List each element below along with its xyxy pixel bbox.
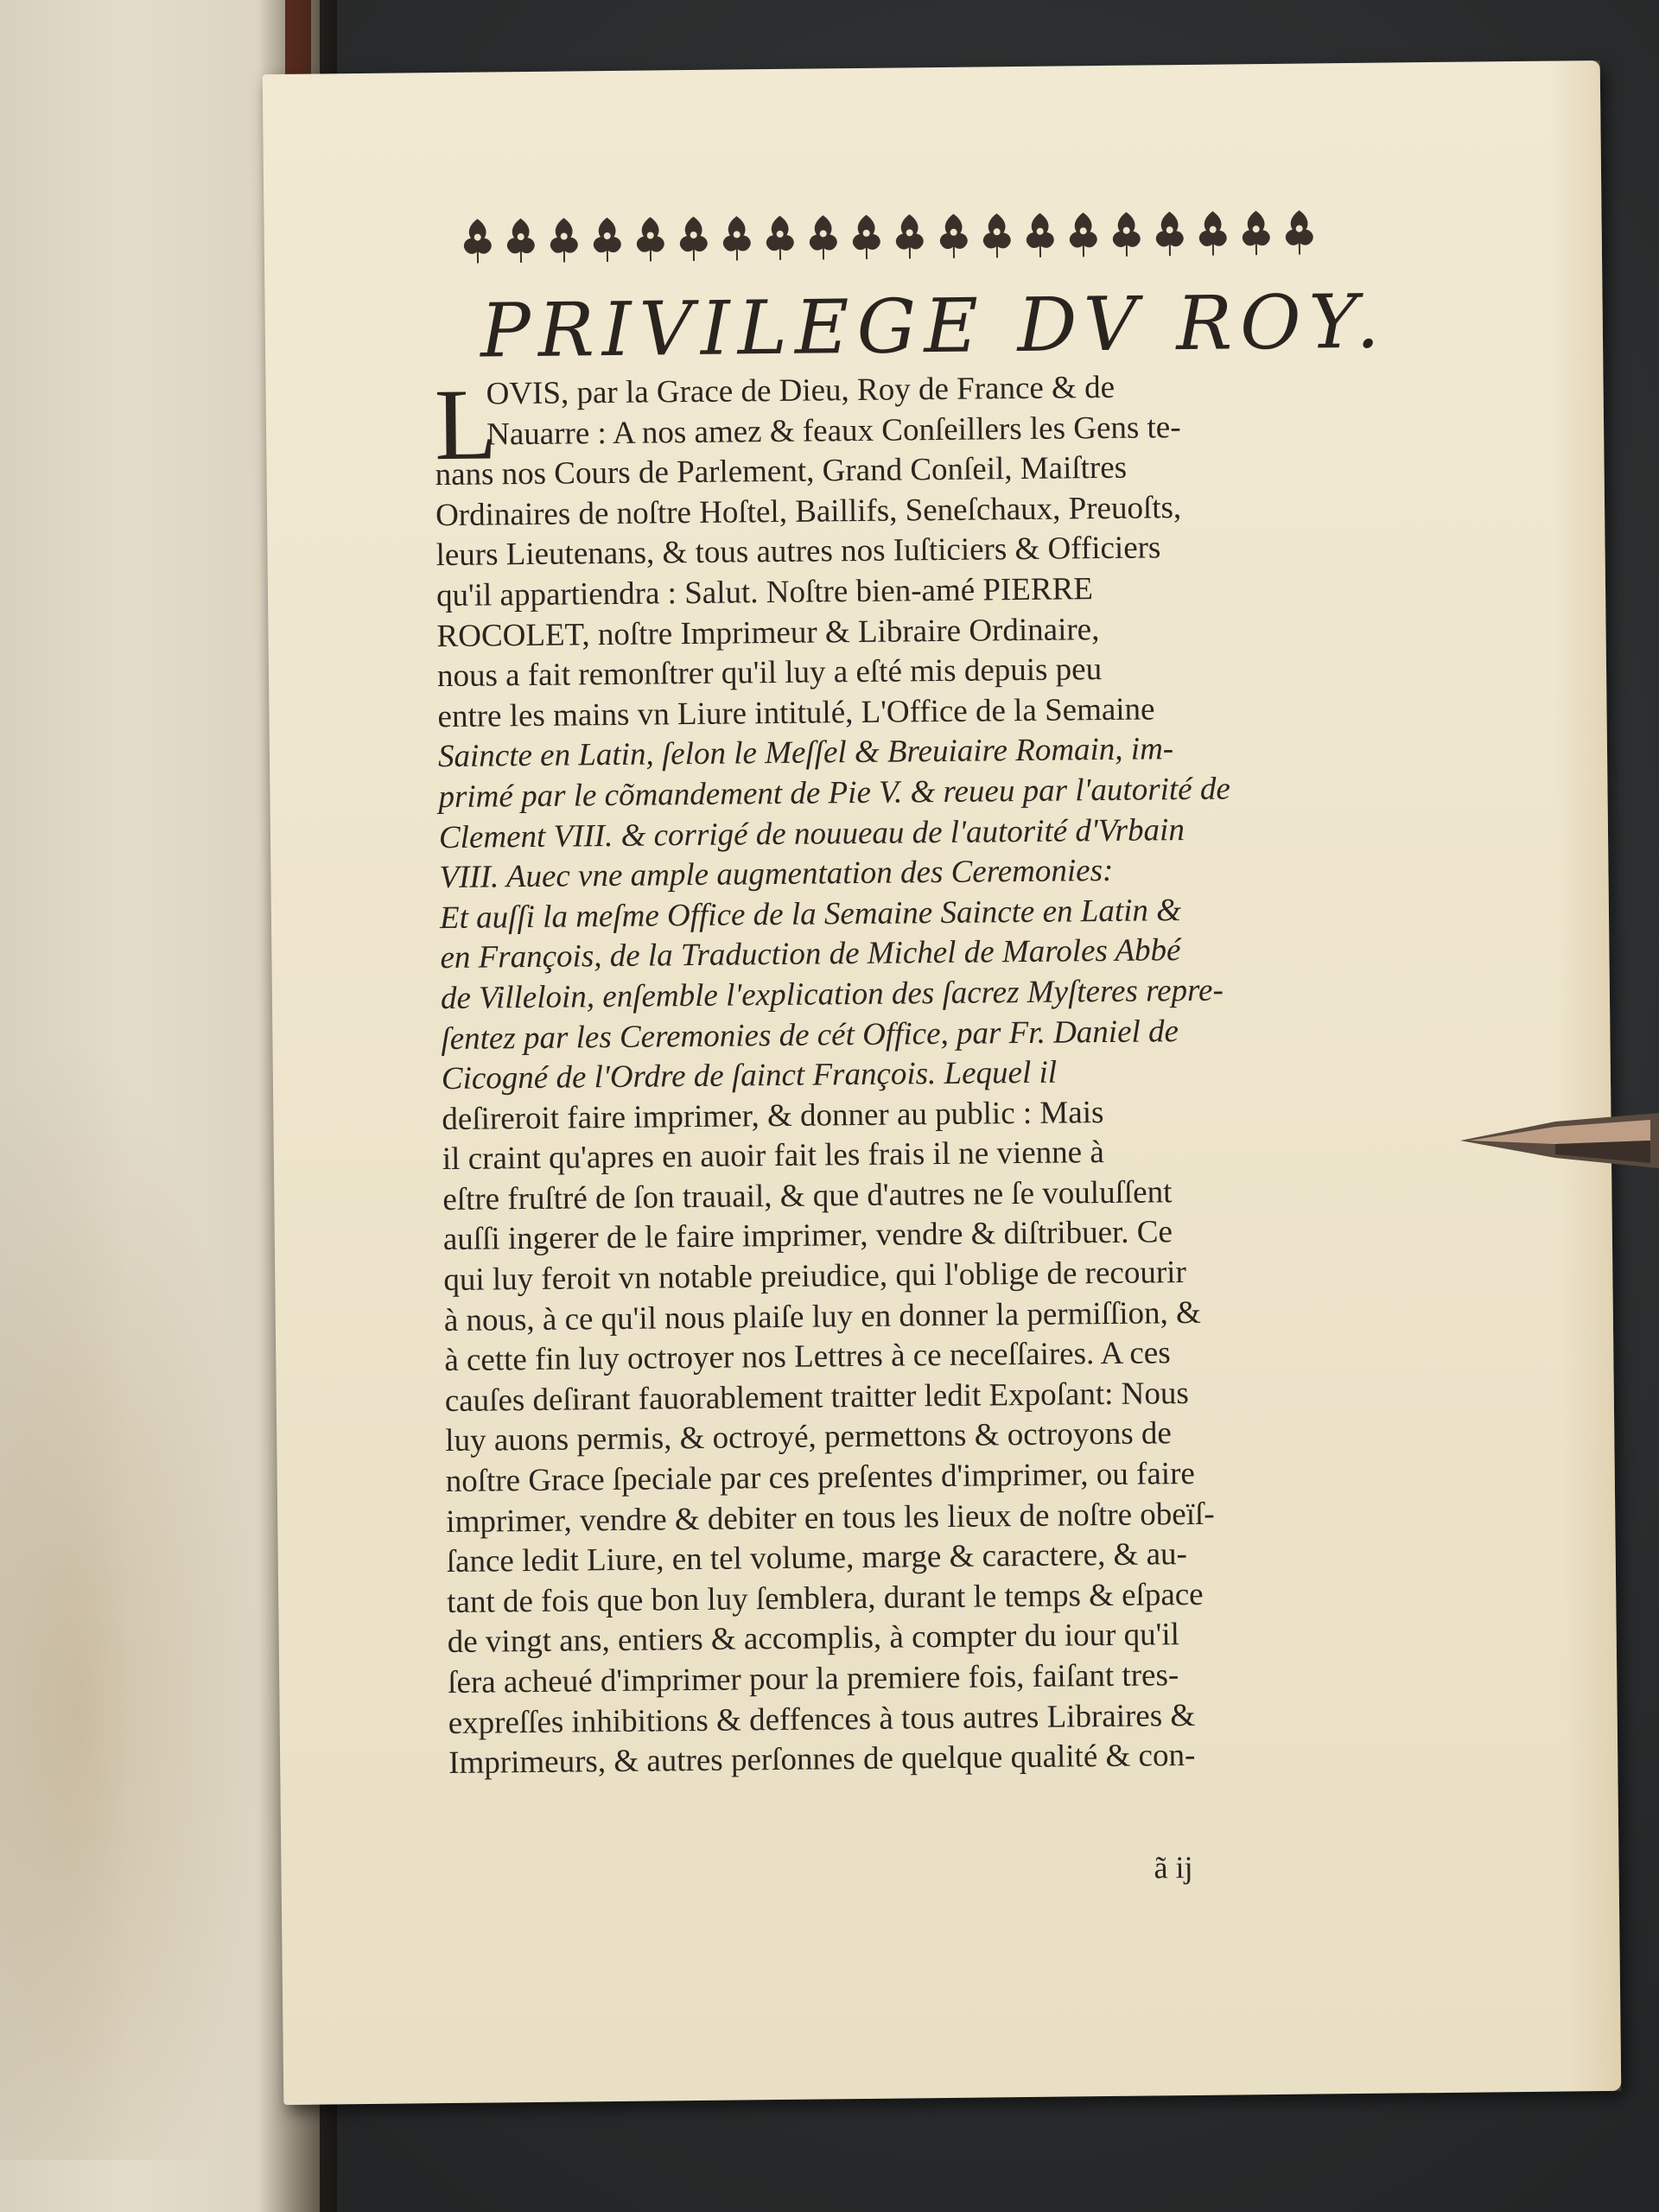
- fleuron-icon: [1236, 208, 1275, 258]
- text-line: de Villeloin, enſemble l'explication des ſacrez Myſteres repre-: [440, 972, 1224, 1016]
- drop-cap: L: [434, 367, 498, 482]
- fleuron-icon: [761, 213, 800, 264]
- text-line: tant de fois que bon luy ſemblera, durant le temps & eſpace: [447, 1576, 1204, 1620]
- text-line: nans nos Cours de Parlement, Grand Conſeil, Maiſtres: [435, 449, 1128, 493]
- fleuron-icon: [458, 216, 497, 266]
- fleuron-icon: [1020, 211, 1059, 261]
- fleuron-icon: [848, 213, 887, 263]
- privilege-text: [434, 365, 1382, 1784]
- text-line: qui luy feroit vn notable preiudice, qui l'oblige de recourir: [443, 1255, 1186, 1299]
- fleuron-icon: [934, 212, 973, 262]
- text-line: Clement VIII. & corrigé de nouueau de l'autorité d'Vrbain: [438, 811, 1185, 855]
- text-line: expreſſes inhibitions & deffences à tous autres Libraires &: [448, 1697, 1196, 1741]
- text-line: Imprimeurs, & autres perſonnes de quelque qualité & con-: [448, 1738, 1196, 1782]
- fleuron-icon: [1193, 208, 1232, 258]
- text-line: VIII. Auec vne ample augmentation des Ceremonies:: [439, 853, 1114, 896]
- text-line: ROCOLET, noſtre Imprimeur & Libraire Ordinaire,: [436, 611, 1100, 654]
- text-line: nous a fait remonſtrer qu'il luy a eſté mis depuis peu: [436, 652, 1103, 695]
- text-line: entre les mains vn Liure intitulé, L'Office de la Semaine: [437, 691, 1155, 734]
- text-line: ſance ledit Liure, en tel volume, marge & caractere, & au-: [446, 1536, 1188, 1580]
- text-line: en François, de la Traduction de Michel de Maroles Abbé: [440, 932, 1181, 976]
- fleuron-icon: [588, 215, 627, 265]
- letter-opener-blade: [1460, 1106, 1659, 1175]
- fleuron-icon: [502, 216, 541, 266]
- text-line: ſera acheué d'imprimer pour la premiere fois, faiſant tres-: [448, 1657, 1179, 1701]
- fleuron-icon: [891, 212, 930, 262]
- fleuron-icon: [1107, 209, 1146, 259]
- fleuron-icon: [545, 215, 584, 265]
- fleuron-icon: [718, 213, 757, 264]
- text-line: imprimer, vendre & debiter en tous les lieux de noſtre obeïſ-: [446, 1496, 1215, 1540]
- text-line: eſtre fruſtré de ſon trauail, & que d'autres ne ſe vouluſſent: [442, 1174, 1173, 1217]
- text-line: primé par le cõmandement de Pie V. & reueu par l'autorité de: [438, 771, 1230, 816]
- text-line: OVIS, par la Grace de Dieu, Roy de France & de: [486, 369, 1116, 412]
- text-line: Ordinaires de noſtre Hoſtel, Baillifs, Seneſchaux, Preuoſts,: [435, 489, 1182, 533]
- text-line: qu'il appartiendra : Salut. Noſtre bien-amé PIERRE: [435, 571, 1094, 614]
- fleuron-icon: [1064, 210, 1103, 260]
- text-line: Et auſſi la meſme Office de la Semaine Saincte en Latin &: [439, 892, 1182, 936]
- fleuron-icon: [675, 214, 714, 264]
- text-line: Saincte en Latin, ſelon le Meſſel & Breuiaire Romain, im-: [437, 731, 1174, 775]
- text-line: leurs Lieutenans, & tous autres nos Iuſticiers & Officiers: [435, 530, 1161, 574]
- text-line: Nauarre : A nos amez & feaux Conſeillers les Gens te-: [486, 409, 1181, 453]
- text-line: cauſes deſirant fauorablement traitter ledit Expoſant: Nous: [444, 1375, 1189, 1419]
- text-line: de vingt ans, entiers & accomplis, à compter du iour qu'il: [447, 1617, 1180, 1661]
- book-page: [263, 60, 1622, 2105]
- text-line: noſtre Grace ſpeciale par ces preſentes d'imprimer, ou faire: [445, 1455, 1196, 1500]
- fleuron-icon: [1280, 207, 1319, 257]
- text-line: deſireroit faire imprimer, & donner au public : Mais: [442, 1094, 1104, 1137]
- fleuron-icon: [977, 211, 1016, 261]
- text-line: auſſi ingerer de le faire imprimer, vendre & diſtribuer. Ce: [442, 1214, 1173, 1258]
- text-line: Cicogné de l'Ordre de ſainct François. Lequel il: [441, 1054, 1058, 1097]
- fleuron-icon: [632, 214, 671, 264]
- text-line: à nous, à ce qu'il nous plaiſe luy en donner la permiſſion, &: [443, 1294, 1201, 1338]
- ornament-headpiece: [458, 201, 1319, 272]
- text-line: ſentez par les Ceremonies de cét Office, par Fr. Daniel de: [441, 1013, 1179, 1057]
- left-page-stain: [0, 1037, 259, 2160]
- signature-mark: ã ij: [1154, 1850, 1193, 1885]
- page-title: PRIVILEGE DV ROY.: [480, 278, 1389, 375]
- text-line: il craint qu'apres en auoir fait les frais il ne vienne à: [442, 1135, 1104, 1178]
- fleuron-icon: [1150, 209, 1189, 259]
- text-line: luy auons permis, & octroyé, permettons & octroyons de: [445, 1415, 1173, 1459]
- text-line: à cette fin luy octroyer nos Lettres à ce neceſſaires. A ces: [444, 1335, 1171, 1379]
- fleuron-icon: [804, 213, 843, 263]
